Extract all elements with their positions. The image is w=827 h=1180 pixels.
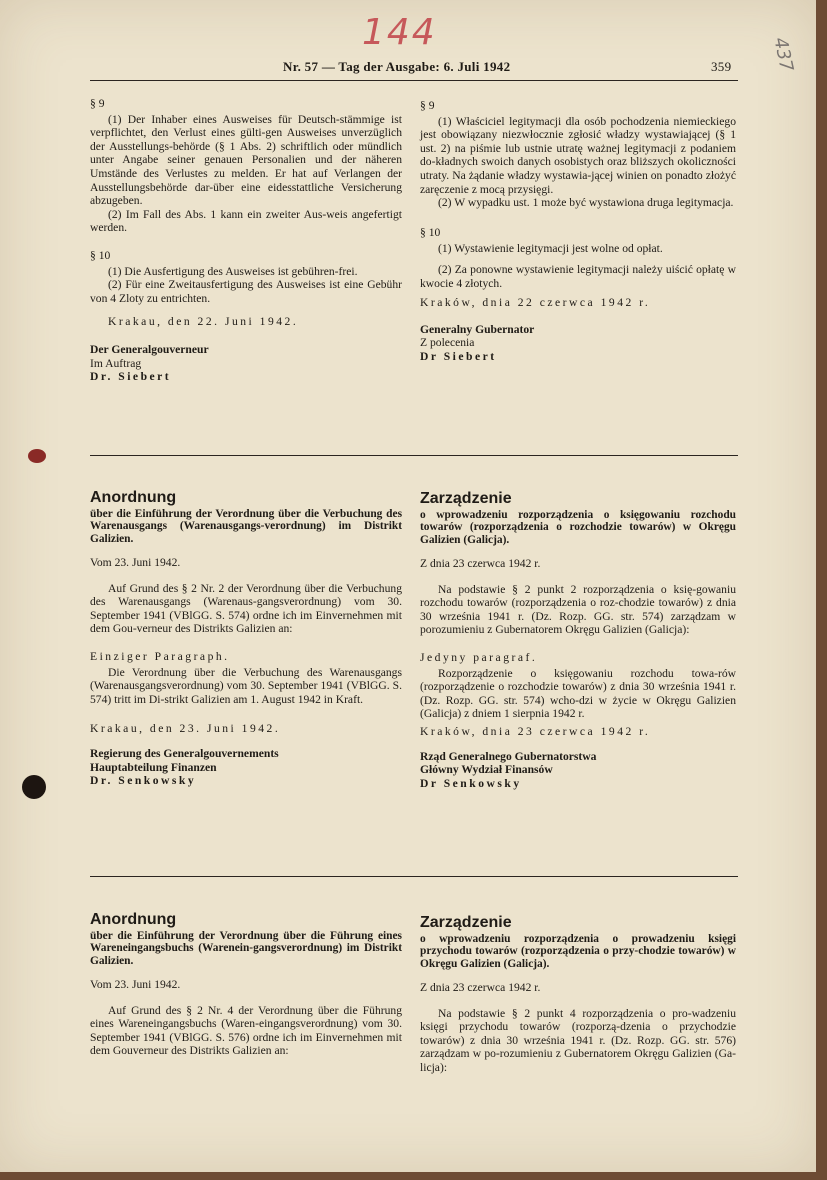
paragraph: (2) Für eine Zweitausfertigung des Ausweises ist eine Gebühr von 4 Zloty zu entrichten. [90,278,402,305]
order-title: Anordnung [90,489,177,506]
section-heading: § 10 [90,248,111,262]
signature-note: Główny Wydział Finansów [420,763,553,777]
place-date: Krakau, den 22. Juni 1942. [108,315,299,329]
punch-hole [22,775,46,799]
paragraph: Die Verordnung über die Verbuchung des Warenausgangs (Warenausgangsverordnung) vom 30. September 1941 (VBlGG. S. 574) tritt im Di-strikt Galizien am 1. August 1942 in Kraft. [90,665,402,706]
signature-title: Generalny Gubernator [420,322,535,336]
handwritten-page-number: 144 [362,12,437,53]
order-subtitle: über die Einführung der Verordnung über die Führung eines Wareneingangsbuchs (Warenein-gangsverordnung) im Distrikt Galizien. [90,929,402,968]
signature-name: Dr. Senkowsky [90,774,197,788]
signature-name: Dr Siebert [420,349,497,363]
paragraph-heading: Einziger Paragraph. [90,649,230,663]
paragraph: (2) Im Fall des Abs. 1 kann ein zweiter Aus-weis angefertigt werden. [90,207,402,235]
paragraph: (1) Właściciel legitymacji dla osób pochodzenia niemieckiego jest obowiązany niezwłocznie zgłosić władzy wystawiającej (§ 1 ust. 2) na piśmie lub ustnie utratę ważnej legitymacji z podaniem do-kładnych swoich danych osobistych oraz bliższych okoliczności utraty. Na żądanie władzy wystawia-jącej winien on ponadto złożyć zaręczenie z mocą przysięgi. [420,114,736,196]
order-date: Z dnia 23 czerwca 1942 r. [420,980,541,994]
order-title: Zarządzenie [420,490,512,507]
section-heading: § 9 [90,97,105,110]
paragraph-heading: Jedyny paragraf. [420,650,538,664]
order-title: Zarządzenie [420,914,512,931]
order-title: Anordnung [90,911,177,928]
place-date: Krakau, den 23. Juni 1942. [90,722,281,736]
paragraph: Auf Grund des § 2 Nr. 4 der Verordnung über die Führung eines Wareneingangsbuchs (Waren-eingangsverordnung) vom 30. September 1941 (VBlGG. S. 576) ordne ich im Einvernehmen mit dem Gouverneur des Distrikts Galizien an: [90,1003,402,1058]
order-subtitle: über die Einführung der Verordnung über die Verbuchung des Warenausgangs (Warenausgangs-verordnung) im Distrikt Galizien. [90,507,402,546]
signature-name: Dr Senkowsky [420,776,522,790]
signature-note: Hauptabteilung Finanzen [90,760,217,774]
place-date: Kraków, dnia 22 czerwca 1942 r. [420,296,651,310]
punch-hole-mark [28,449,46,463]
paragraph: Na podstawie § 2 punkt 4 rozporządzenia o pro-wadzeniu księgi przychodu towarów (rozporzą-dzenia o przychodzie towarów) z dnia 30 września 1941 r. (Dz. Rozp. GG. str. 576) zarządzam w po-rozumieniu z Gubernatorem Okręgu Galizien (Ga-licja): [420,1006,736,1074]
paragraph: Rozporządzenie o księgowaniu rozchodu towa-rów (rozporządzenie o rozchodzie towarów) z dnia 30 września 1941 r. (Dz. Rozp. GG. str. 574) wcho-dzi w życie w Okręgu Galizien (Galicja) z dniem 1 sierpnia 1942 r. [420,666,736,721]
section-divider [90,876,738,877]
order-warenausgang-polish [420,492,736,790]
order-subtitle: o wprowadzeniu rozporządzenia o księgowaniu rozchodu towarów (rozporządzenia o rozchodzie towarów) w Okręgu Galizien (Galicja). [420,508,736,547]
order-wareneingang-german [90,913,402,1058]
paragraph: (1) Die Ausfertigung des Ausweises ist gebühren-frei. [108,264,358,278]
place-date: Kraków, dnia 23 czerwca 1942 r. [420,724,651,738]
section-9-10-german [90,97,402,384]
paragraph: Auf Grund des § 2 Nr. 2 der Verordnung über die Verbuchung des Warenausgangs (Warenaus-gangsverordnung) vom 30. September 1941 (VBlGG. S. 574) ordne ich im Einvernehmen mit dem Gou-verneur des Distrikts Galizien an: [90,581,402,636]
order-wareneingang-polish [420,916,736,1075]
signature-title: Rząd Generalnego Gubernatorstwa [420,749,597,763]
order-date: Z dnia 23 czerwca 1942 r. [420,556,541,570]
section-9-10-polish [420,99,736,364]
order-warenausgang-german [90,491,402,788]
handwritten-archive-number: 437 [769,35,798,74]
paragraph: Na podstawie § 2 punkt 2 rozporządzenia o księ-gowaniu rozchodu towarów (rozporządzenia o roz-chodzie towarów) z dnia 30 września 1941 r. (Dz. Rozp. GG. str. 574) zarządzam w porozumieniu z Gubernatorem Okręgu Galizien (Galicja): [420,582,736,637]
signature-name: Dr. Siebert [90,370,172,384]
paragraph: (1) Wystawienie legitymacji jest wolne od opłat. [438,242,663,256]
section-divider [90,455,738,456]
order-date: Vom 23. Juni 1942. [90,977,181,991]
page-number: 359 [711,59,732,74]
signature-title: Der Generalgouverneur [90,342,209,356]
header-rule [90,80,738,81]
section-heading: § 9 [420,99,435,112]
issue-header: Nr. 57 — Tag der Ausgabe: 6. Juli 1942 [283,59,511,74]
signature-title: Regierung des Generalgouvernements [90,746,279,760]
paragraph: (1) Der Inhaber eines Ausweises für Deutsch-stämmige ist verpflichtet, den Verlust eines gülti-gen Ausweises unverzüglich der Ausstellungs-behörde (§ 1 Abs. 2) schriftlich oder mündlich unter Angabe seiner genauen Personalien und der näheren Umstände des Verlustes zu melden. Er hat auf Verlangen der Ausstellungsbehörde dar-über eine eidesstattliche Versicherung abzugeben. [90,112,402,208]
section-heading: § 10 [420,225,441,239]
signature-note: Z polecenia [420,336,475,350]
paragraph: (2) W wypadku ust. 1 może być wystawiona druga legitymacja. [438,196,734,210]
order-date: Vom 23. Juni 1942. [90,555,181,569]
order-subtitle: o wprowadzeniu rozporządzenia o prowadzeniu księgi przychodu towarów (rozporządzenia o przy-chodzie towarów) w Okręgu Galizien (Galicja). [420,932,736,971]
signature-note: Im Auftrag [90,356,142,370]
paragraph: (2) Za ponowne wystawienie legitymacji należy uiścić opłatę w kwocie 4 złotych. [420,262,736,290]
